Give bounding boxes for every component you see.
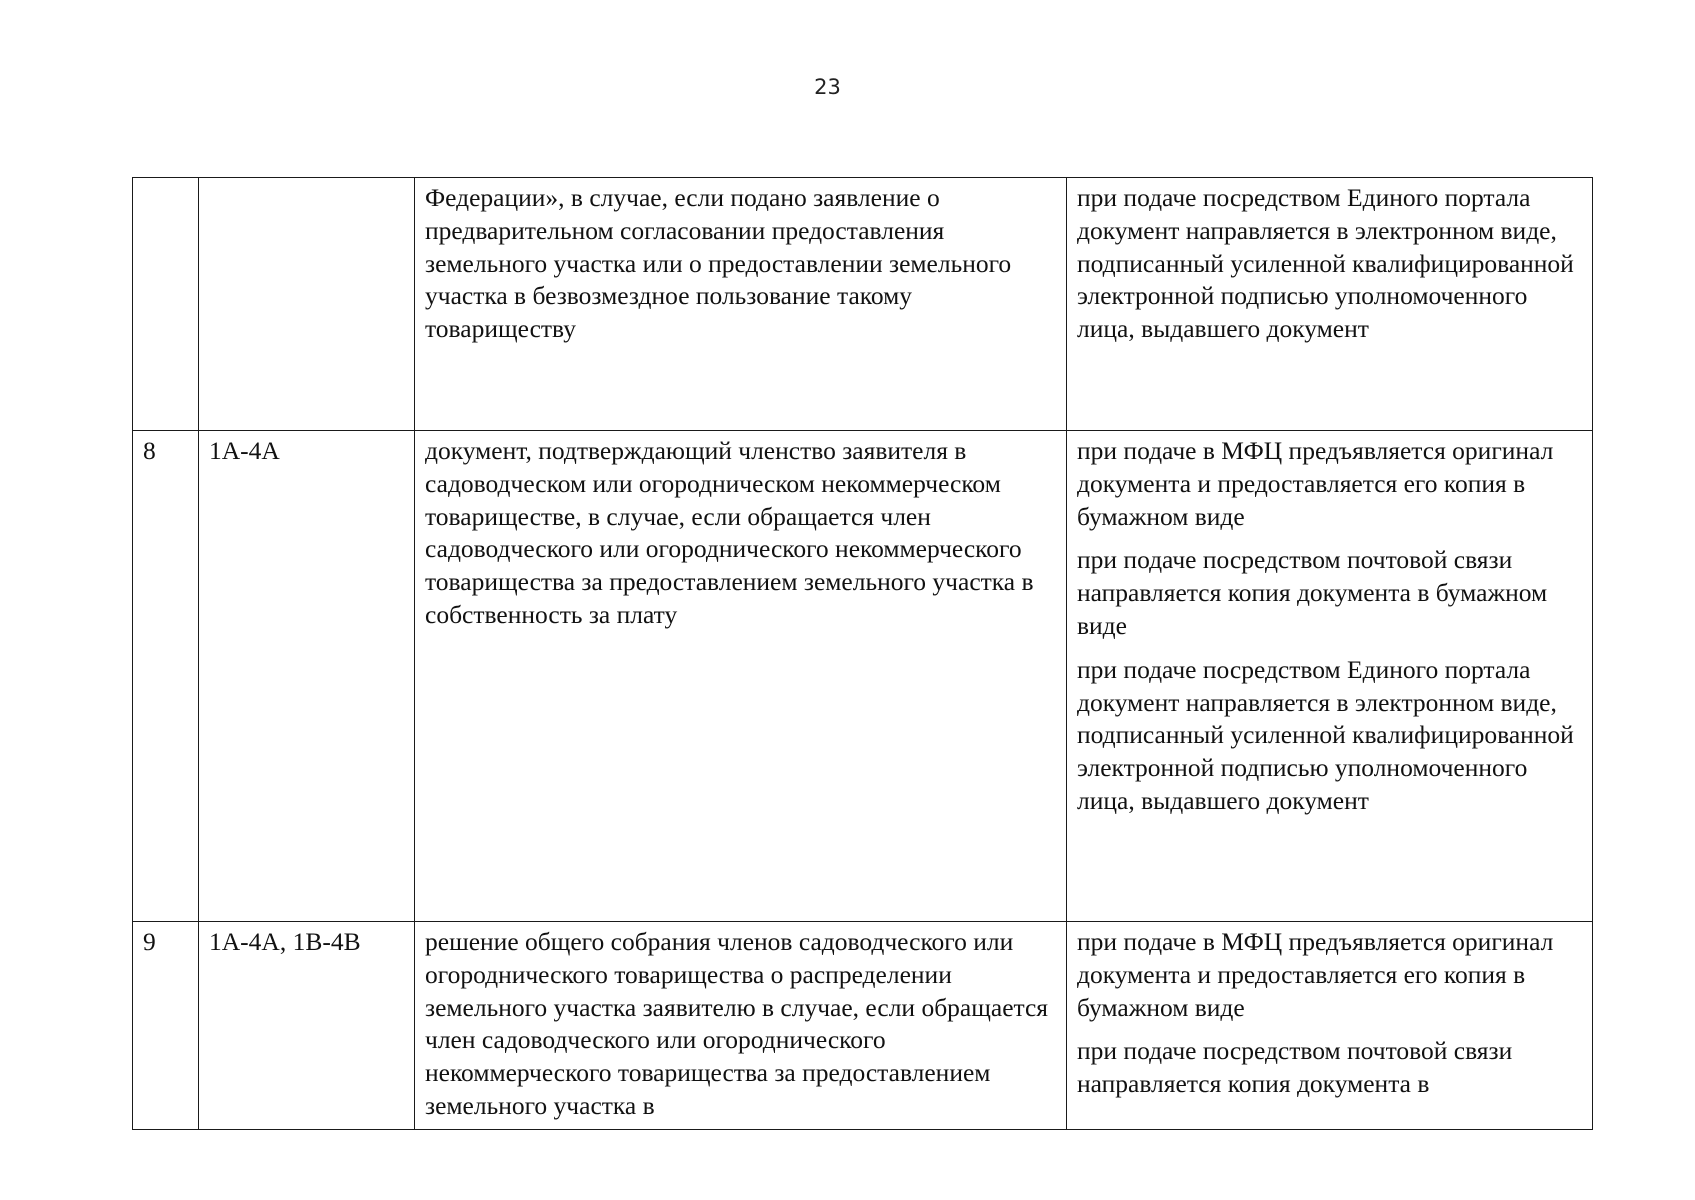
row-number-cell [133, 178, 199, 431]
page-number: 23 [814, 75, 841, 99]
submission-method-text: при подаче посредством почтовой связи направляется копия документа в [1077, 1036, 1513, 1099]
row-codes-cell [199, 178, 415, 431]
document-description-cell: документ, подтверждающий членство заявителя в садоводческом или огородническом некоммерческом товариществе, в случае, если обращается член садоводческого или огороднического некоммерческого товарищества за предоставлением земельного участка в собственность за плату [415, 431, 1067, 922]
submission-method-cell [1067, 922, 1593, 1130]
document-description-cell: решение общего собрания членов садоводческого или огороднического товарищества о распределении земельного участка заявителю в случае, если обращается член садоводческого или огороднического некоммерческого товарищества за предоставлением земельного участка в [415, 922, 1067, 1130]
table-row [133, 431, 1593, 922]
submission-method-cell [1067, 431, 1593, 922]
submission-method-text: при подаче в МФЦ предъявляется оригинал документа и предоставляется его копия в бумажном виде [1077, 927, 1554, 1022]
submission-method-text: при подаче посредством Единого портала документ направляется в электронном виде, подписанный усиленной квалифицированной электронной подписью уполномоченного лица, выдавшего документ [1077, 183, 1574, 344]
submission-method-text: при подаче посредством почтовой связи направляется копия документа в бумажном виде [1077, 545, 1548, 640]
document-description-cell: Федерации», в случае, если подано заявление о предварительном согласовании предоставления земельного участка или о предоставлении земельного участка в безвозмездное пользование такому товариществу [415, 178, 1067, 431]
row-codes-cell: 1А-4А [199, 431, 415, 922]
table-row [133, 178, 1593, 431]
table-row [133, 922, 1593, 1130]
row-number-cell: 9 [133, 922, 199, 1130]
submission-method-text: при подаче в МФЦ предъявляется оригинал документа и предоставляется его копия в бумажном виде [1077, 436, 1554, 531]
submission-method-text: при подаче посредством Единого портала документ направляется в электронном виде, подписанный усиленной квалифицированной электронной подписью уполномоченного лица, выдавшего документ [1077, 654, 1574, 815]
documents-table [132, 177, 1593, 1130]
submission-method-cell [1067, 178, 1593, 431]
row-number-cell: 8 [133, 431, 199, 922]
row-codes-cell: 1А-4А, 1В-4В [199, 922, 415, 1130]
